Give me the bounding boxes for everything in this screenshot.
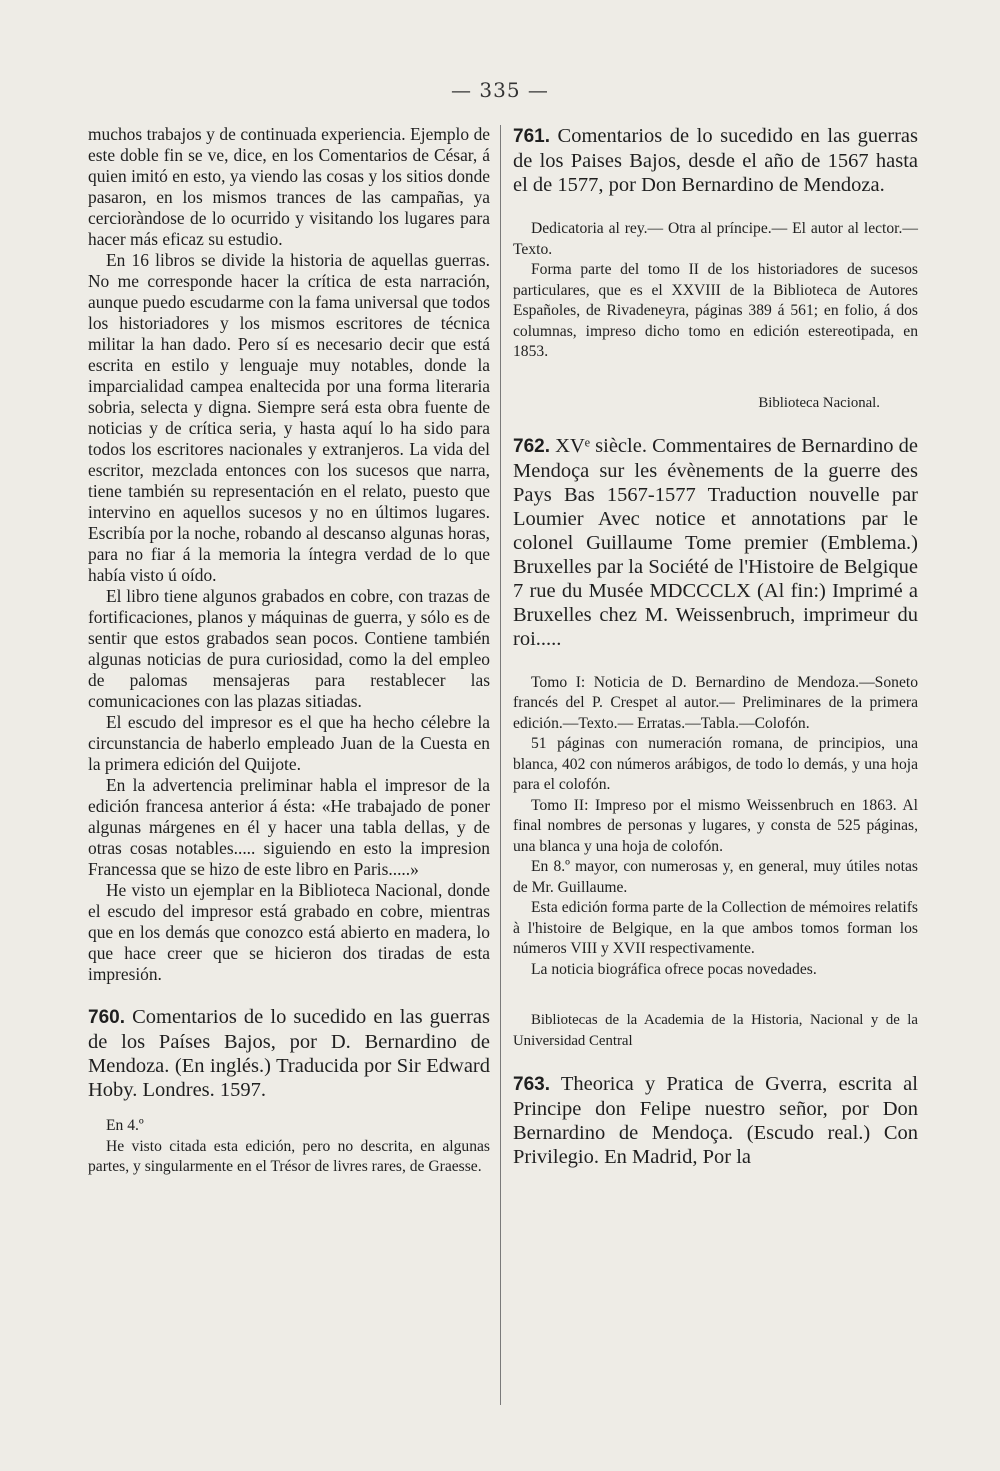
left-column bbox=[88, 124, 490, 1178]
entry-note: Tomo II: Impreso por el mismo Weissenbruch en 1863. Al final nombres de personas y lugares, y consta de 525 páginas, una blanca y una hoja de colofón. bbox=[513, 796, 918, 855]
entry-763 bbox=[513, 1072, 918, 1169]
entry-number: 760. bbox=[88, 1007, 125, 1028]
paragraph: En la advertencia preliminar habla el impresor de la edición francesa anterior á ésta: «He trabajado de poner algunas márgenes en él y hacer una tabla dellas, y de otras cosas notables..... siguiendo en esto la impresion Francessa que se hizo de este libro en Paris.....» bbox=[88, 775, 490, 879]
column-divider bbox=[500, 125, 501, 1405]
paragraph: En 16 libros se divide la historia de aquellas guerras. No me corresponde hacer la crítica de esta narración, aunque puedo escudarme con la fama universal que todos los historiadores y los mismos escritores de técnica militar la han dado. Pero sí es necesario decir que está escrita en estilo y lenguaje muy notables, donde la imparcialidad campea enaltecida por una forma literaria sobria, selecta y digna. Siempre será esta obra fuente de noticias y de crítica seria, y hasta aquí lo ha sido para todos los escritores nacionales y extranjeros. La vida del escritor, mezclada entonces con los sucesos que narra, tiene también su representación en el relato, puesto que intervino en aquellos sucesos y no en últimos lugares. Escribía por la noche, robando al descanso algunas horas, para no fiar á la memoria la íntegra verdad de lo que había visto ú oído. bbox=[88, 250, 490, 585]
entry-760 bbox=[88, 1005, 490, 1102]
entry-number: 763. bbox=[513, 1074, 550, 1095]
entry-note: He visto citada esta edición, pero no descrita, en algunas partes, y singularmente en el Trésor de livres rares, de Graesse. bbox=[88, 1137, 490, 1175]
holdings-line: Bibliotecas de la Academia de la Historia, Nacional y de la Universidad Central bbox=[513, 1012, 918, 1049]
entry-note: En 8.º mayor, con numerosas y, en general, muy útiles notas de Mr. Guillaume. bbox=[513, 858, 918, 896]
entry-note: Forma parte del tomo II de los historiadores de sucesos particulares, que es el XXVIII de la Biblioteca de Autores Españoles, de Rivadeneyra, páginas 389 á 561; en folio, á dos columnas, impreso dicho tomo en edición estereotipada, en 1853. bbox=[513, 261, 918, 360]
page-number: — 335 — bbox=[451, 78, 549, 102]
entry-note: Tomo I: Noticia de D. Bernardino de Mendoza.—Soneto francés del P. Crespet al autor.— Preliminares de la primera edición.—Texto.— Erratas.—Tabla.—Colofón. bbox=[513, 673, 918, 732]
paragraph: He visto un ejemplar en la Biblioteca Nacional, donde el escudo del impresor está grabado en cobre, mientras que en los demás que conozco está abierto en madera, lo que hace creer que se hicieron dos tiradas de esta impresión. bbox=[88, 880, 490, 984]
entry-note: Esta edición forma parte de la Collection de mémoires relatifs à l'histoire de Belgique, en la que ambos tomos forman los números VIII y XVII respectivamente. bbox=[513, 899, 918, 957]
entry-format: En 4.º bbox=[106, 1117, 144, 1134]
paragraph: muchos trabajos y de continuada experiencia. Ejemplo de este doble fin se ve, dice, en los Comentarios de César, á quien imitó en esto, ya viendo las cosas y los sitios donde pasaron, en los mismos trances de las campañas, ya cercioràndose de lo ocurrido y visitando los lugares para hacer más eficaz su estudio. bbox=[88, 124, 490, 249]
entry-title: Comentarios de lo sucedido en las guerras de los Paises Bajos, desde el año de 1567 hasta el de 1577, por Don Bernardino de Mendoza. bbox=[513, 125, 919, 196]
entry-note: La noticia biográfica ofrece pocas novedades. bbox=[531, 960, 817, 978]
entry-title: XVᵉ siècle. Commentaires de Bernardino de Mendoça sur les évènements de la guerre des Pays Bas 1567-1577 Traduction nouvelle par Loumier Avec notice et annotations par le colonel Guillaume Tome premier (Emblema.) Bruxelles par la Société de l'Histoire de Belgique 7 rue du Musée MDCCCLX (Al fin:) Imprimé a Bruxelles chez M. Weissenbruch, imprimeur du roi..... bbox=[513, 434, 918, 650]
holdings-line: Biblioteca Nacional. bbox=[758, 394, 880, 411]
right-column bbox=[513, 124, 918, 1169]
entry-title: Theorica y Pratica de Gverra, escrita al Principe don Felipe nuestro señor, por Don Bernardino de Mendoça. (Escudo real.) Con Privilegio. En Madrid, Por la bbox=[513, 1073, 918, 1168]
paragraph: El libro tiene algunos grabados en cobre, con trazas de fortificaciones, planos y máquinas de guerra, y sólo es de sentir que estos grabados sean pocos. Contiene también algunas noticias de pura curiosidad, como la del empleo de palomas mensajeras para restablecer las comunicaciones con las plazas sitiadas. bbox=[88, 586, 490, 711]
entry-number: 761. bbox=[513, 126, 550, 147]
entry-contents: Dedicatoria al rey.— Otra al príncipe.— El autor al lector.—Texto. bbox=[513, 220, 918, 258]
entry-title: Comentarios de lo sucedido en las guerras de los Países Bajos, por D. Bernardino de Mendoza. (En inglés.) Traducida por Sir Edward Hoby. Londres. 1597. bbox=[88, 1006, 490, 1101]
entry-762 bbox=[513, 434, 918, 651]
entry-761 bbox=[513, 124, 918, 197]
entry-number: 762. bbox=[513, 435, 550, 457]
entry-note: 51 páginas con numeración romana, de principios, una blanca, 402 con números arábigos, de todo lo demás, y una hoja para el colofón. bbox=[513, 735, 918, 793]
paragraph: El escudo del impresor es el que ha hecho célebre la circunstancia de haberlo empleado Juan de la Cuesta en la primera edición del Quijote. bbox=[88, 712, 490, 774]
